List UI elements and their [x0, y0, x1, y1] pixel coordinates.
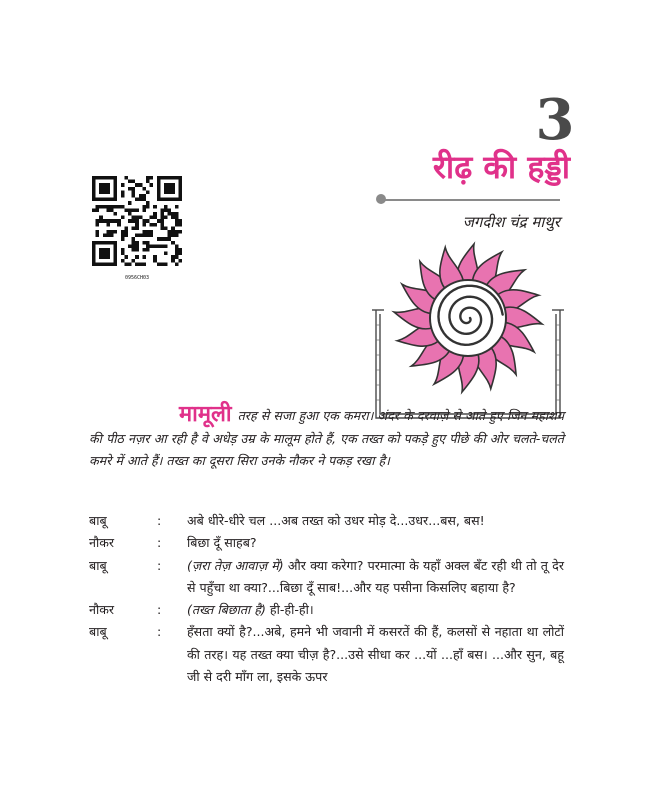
dialogue-row — [89, 510, 564, 532]
intro-paragraph — [89, 403, 564, 473]
dialogue-line — [187, 555, 564, 600]
dialogue-text: अबे धीरे-धीरे चल ...अब तख्त को उधर मोड़ दे...उधर...बस, बस! — [187, 513, 485, 528]
title-rule — [382, 199, 560, 201]
speaker: बाबू — [89, 513, 107, 528]
qr-code-label: 0956CH03 — [124, 275, 150, 281]
dialogue-row — [89, 599, 564, 621]
author-name: जगदीश चंद्र माथुर — [462, 213, 560, 231]
dialogue-text: हँसता क्यों है?...अबे, हमने भी जवानी में कसरतें की हैं, कलसों से नहाता था लोटों की तरह। यह तख्त क्या चीज़ है?...उसे सीधा कर ...यों ...हाँ बस। ...और सुन, बहू जी से दरी माँग ला, इसके ऊपर — [187, 624, 564, 685]
chapter-number: 3 — [535, 87, 575, 153]
dialogue-line — [187, 599, 564, 621]
dialogue-row — [89, 621, 564, 688]
stage-direction: (तख्त बिछाता है) — [187, 602, 266, 618]
dialogue-text: और क्या करेगा? परमात्मा के यहाँ अक्ल बँट रही थी तो तू देर से पहुँचा था क्या?...बिछा दूँ साब!...और यह पसीना किसलिए बहाया है? — [187, 557, 564, 595]
colon: : — [157, 535, 162, 551]
speaker: बाबू — [89, 624, 107, 640]
colon: : — [157, 602, 162, 618]
colon: : — [157, 624, 162, 640]
sun-spiral-illustration — [368, 230, 568, 422]
speaker: नौकर — [89, 602, 115, 618]
title-rule-dot — [376, 194, 386, 204]
dialogue-line — [187, 532, 564, 554]
stage-direction: (ज़रा तेज़ आवाज़ में) — [187, 557, 284, 573]
qr-code-icon[interactable] — [92, 176, 182, 266]
dialogue-text: बिछा दूँ साहब? — [187, 535, 257, 551]
dialogue-line — [187, 510, 564, 532]
colon: : — [157, 513, 162, 528]
dialogue — [89, 510, 564, 688]
dialogue-row — [89, 555, 564, 600]
intro-text: तरह से सजा हुआ एक कमरा। अंदर के दरवाज़े से आते हुए जिन महाशय की पीठ नज़र आ रही है वे अधेड़ उम्र के मालूम होते हैं, एक तख्त को पकड़े हुए पीछे की ओर चलते-चलते कमरे में आते हैं। तख्त का दूसरा सिरा उनके नौकर ने पकड़ रखा है। — [89, 408, 564, 468]
chapter-title: रीढ़ की हड्डी — [432, 148, 570, 186]
intro-first-word: मामूली — [179, 401, 232, 427]
speaker: नौकर — [89, 535, 115, 551]
colon: : — [157, 557, 162, 573]
dialogue-line — [187, 621, 564, 688]
speaker: बाबू — [89, 557, 107, 573]
dialogue-row — [89, 532, 564, 554]
dialogue-text: ही-ही-ही। — [265, 602, 314, 618]
